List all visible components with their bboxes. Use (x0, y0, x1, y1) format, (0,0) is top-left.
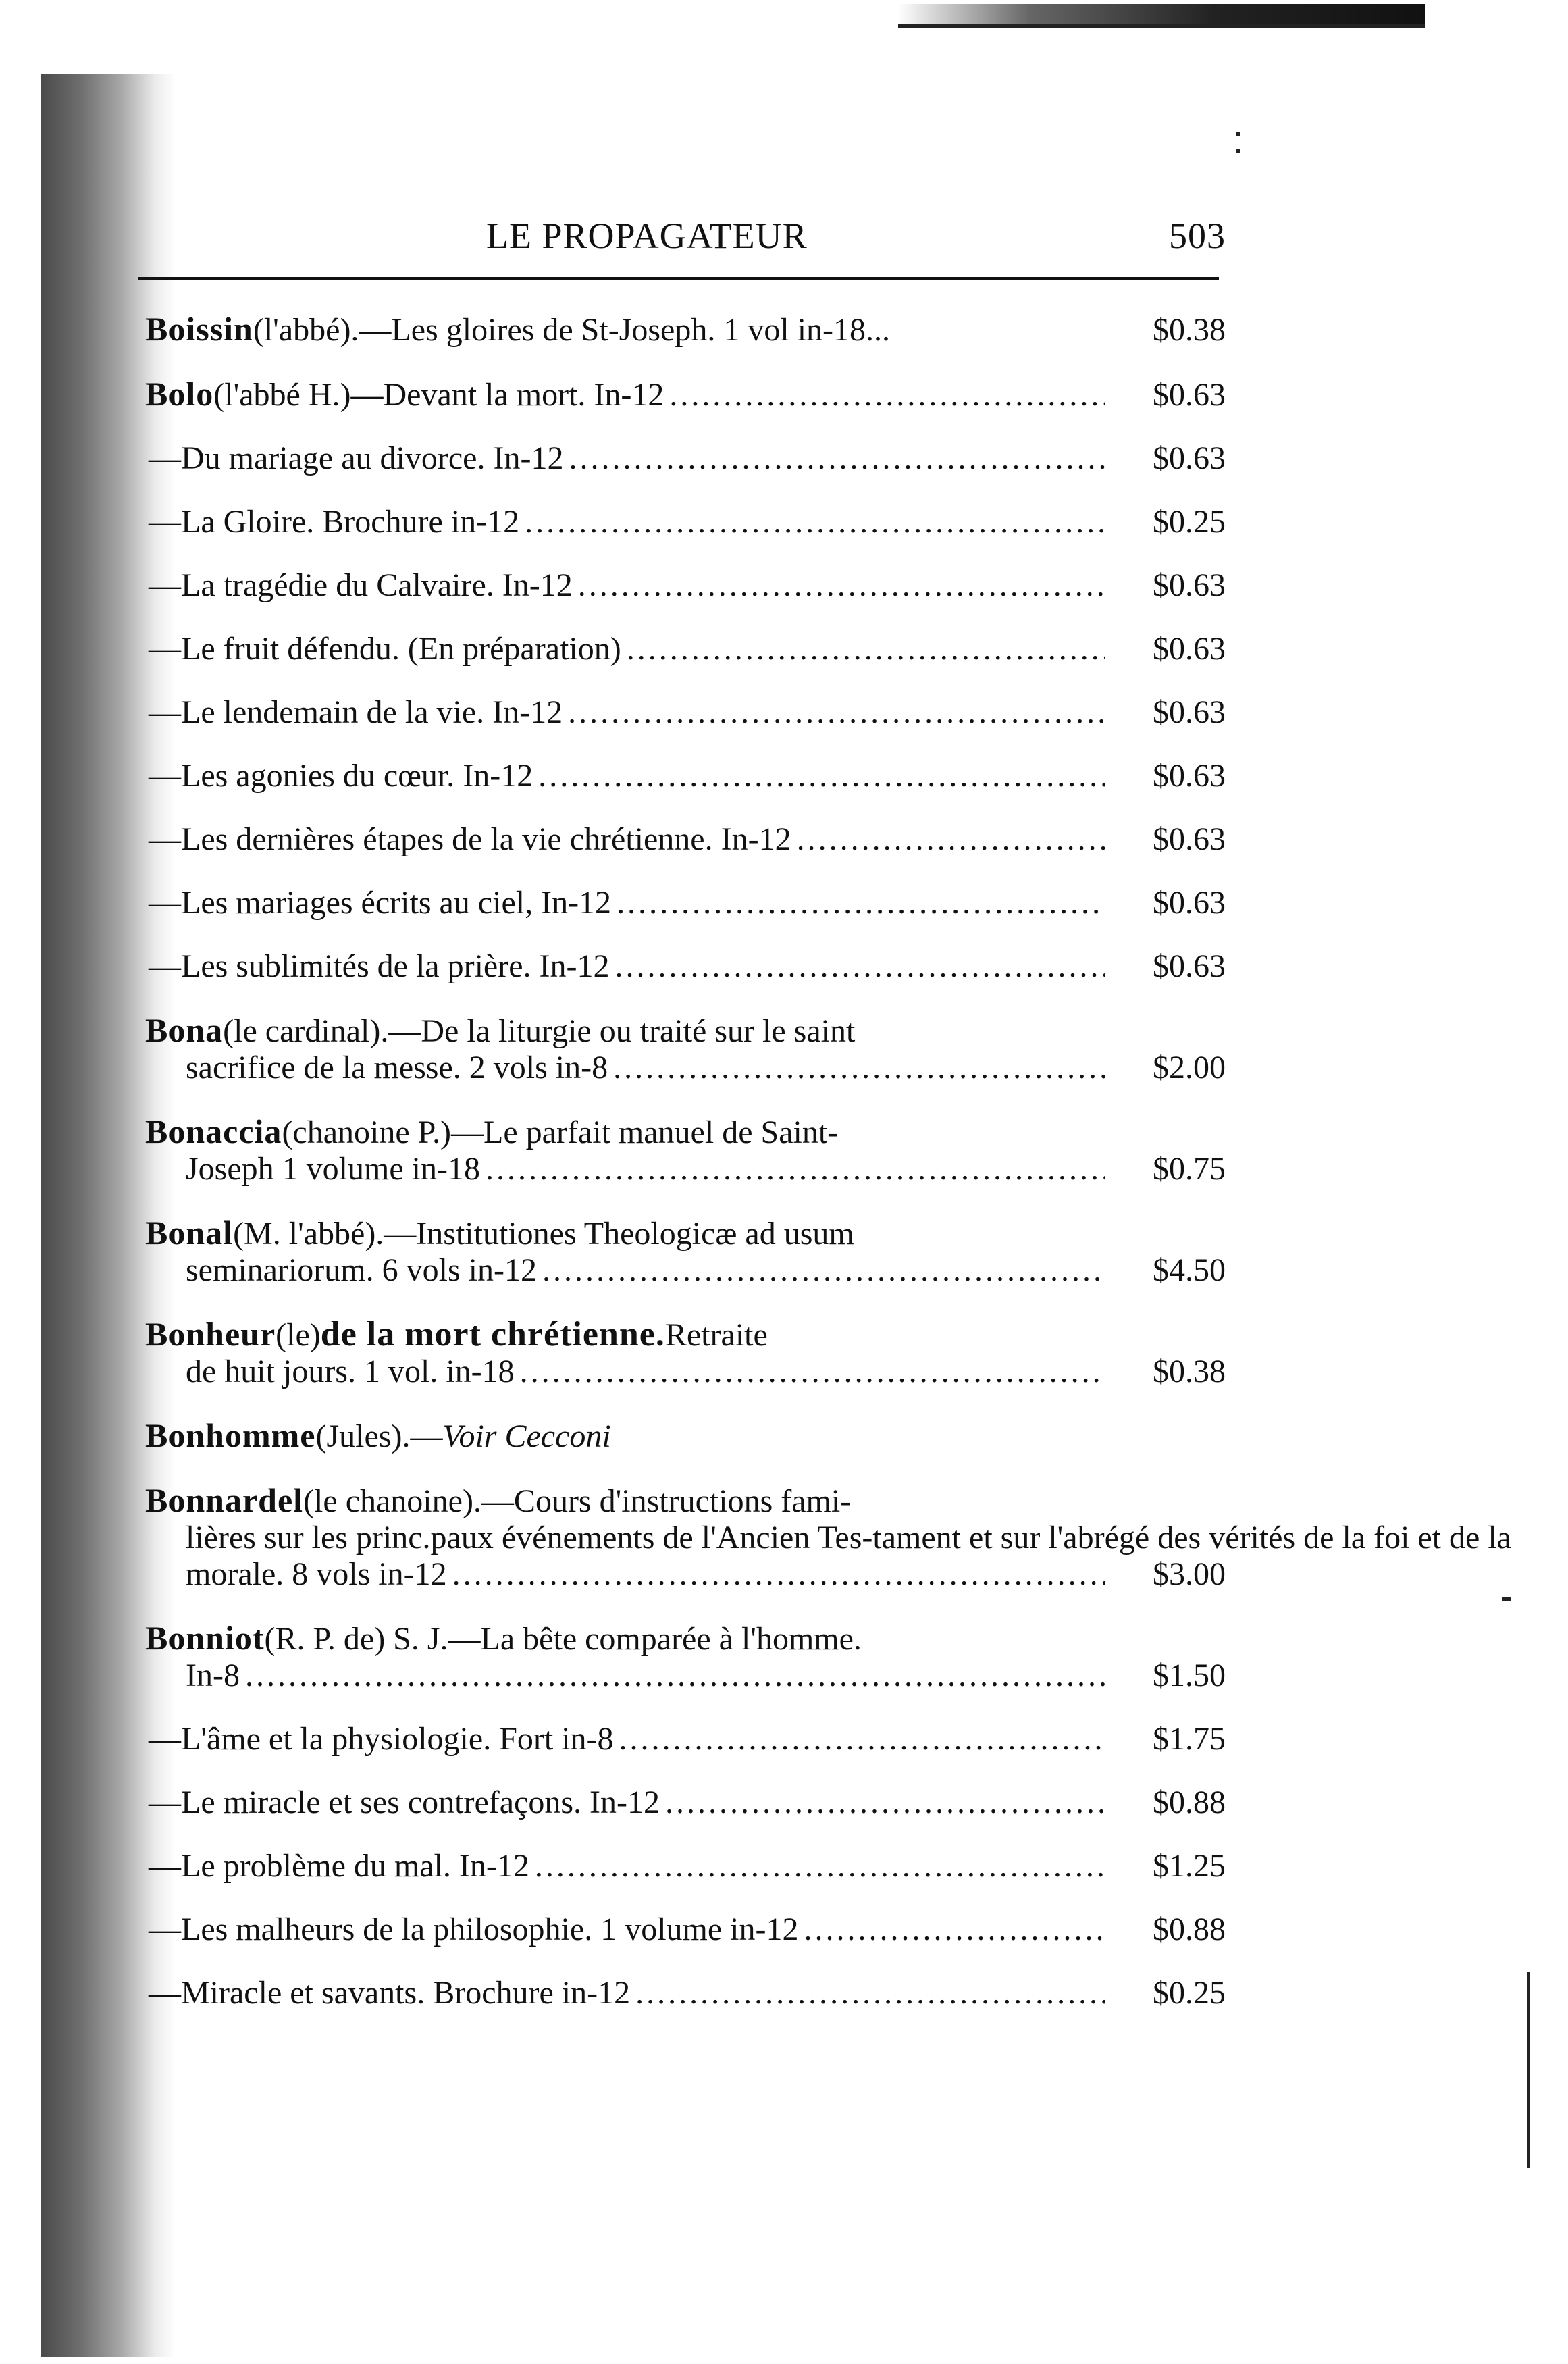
leader-dots (669, 377, 1105, 413)
entry-text: —Les malheurs de la philosophie. 1 volume in-12 (149, 1911, 799, 1947)
leader-dots (569, 440, 1105, 477)
entry-text: (l'abbé H.)—Devant la mort. In-12 (213, 377, 664, 413)
entry-text-cont: sacrifice de la messe. 2 vols in-8 (186, 1050, 608, 1085)
leader-dots (535, 1848, 1105, 1884)
price: $0.63 (1153, 885, 1226, 921)
leader-dots (452, 1556, 1105, 1593)
price: $0.63 (1153, 567, 1226, 603)
catalogue-entry (132, 311, 1226, 349)
leader-dots (797, 821, 1105, 858)
catalogue-entry (132, 1911, 1226, 1948)
book-page (132, 182, 1511, 2344)
catalogue-entry (132, 1113, 1226, 1187)
price: $0.88 (1153, 1784, 1226, 1820)
entry-text-cont: Joseph 1 volume in-18 (186, 1151, 480, 1187)
entry-text: —Du mariage au divorce. In-12 (149, 440, 564, 476)
author-name: Bonheur (145, 1315, 276, 1353)
entry-text-cont: seminariorum. 6 vols in-12 (186, 1252, 537, 1288)
leader-dots (542, 1252, 1105, 1289)
catalogue-entry (132, 1721, 1226, 1757)
running-title: LE PROPAGATEUR (486, 215, 808, 256)
entry-text: —La Gloire. Brochure in-12 (149, 504, 520, 540)
price: $0.38 (1153, 312, 1226, 348)
entry-text-cont: In-8 (186, 1658, 240, 1693)
catalogue-entry (132, 1214, 1226, 1289)
catalogue-entry (132, 1417, 1226, 1455)
price: $0.63 (1153, 631, 1226, 667)
page-number: 503 (1169, 215, 1226, 256)
entry-text: (le) (276, 1317, 321, 1353)
leader-dots (578, 567, 1105, 604)
catalogue-entry (132, 1848, 1226, 1884)
catalogue-entry (132, 1481, 1511, 1593)
author-name: Bonhomme (145, 1416, 316, 1454)
price: $1.75 (1153, 1721, 1226, 1757)
author-name: Bona (145, 1011, 224, 1049)
catalogue-entries (132, 310, 1511, 2038)
catalogue-entry (132, 1784, 1226, 1821)
price: $1.50 (1153, 1658, 1226, 1693)
author-name: Bolo (145, 375, 214, 413)
catalogue-entry (132, 885, 1226, 921)
leader-dots (615, 948, 1105, 985)
leader-dots (617, 885, 1105, 921)
leader-dots (627, 631, 1105, 667)
right-edge-line (1527, 1972, 1530, 2168)
entry-text: —Les agonies du cœur. In-12 (149, 758, 533, 794)
entry-text: —Miracle et savants. Brochure in-12 (149, 1975, 631, 2011)
catalogue-entry (132, 1620, 1226, 1694)
entry-text: —L'âme et la physiologie. Fort in-8 (149, 1721, 614, 1757)
leader-dots (538, 758, 1105, 794)
leader-dots (635, 1975, 1105, 2011)
edge-mark (1236, 132, 1240, 136)
price: $3.00 (1153, 1556, 1226, 1592)
entry-text: (le chanoine).—Cours d'instructions fami- (303, 1483, 852, 1519)
entry-text: —La tragédie du Calvaire. In-12 (149, 567, 573, 603)
catalogue-entry (132, 631, 1226, 667)
price: $0.63 (1153, 440, 1226, 476)
entry-text: (M. l'abbé).—Institutiones Theologicæ ad usum (233, 1216, 854, 1252)
catalogue-entry (132, 1975, 1226, 2011)
entry-text: —Les sublimités de la prière. In-12 (149, 948, 610, 984)
price: $0.63 (1153, 694, 1226, 730)
catalogue-entry (132, 1316, 1226, 1390)
leader-dots (520, 1354, 1105, 1390)
entry-text: —Le miracle et ses contrefaçons. In-12 (149, 1784, 660, 1820)
leader-dots (486, 1151, 1105, 1187)
entry-text-cont: morale. 8 vols in-12 (186, 1556, 447, 1592)
price: $2.00 (1153, 1050, 1226, 1085)
price: $1.25 (1153, 1848, 1226, 1884)
bold-title: de la mort chrétienne. (320, 1315, 665, 1354)
price: $0.38 (1153, 1354, 1226, 1389)
catalogue-entry (132, 376, 1226, 413)
price: $4.50 (1153, 1252, 1226, 1288)
price: $0.63 (1153, 821, 1226, 857)
author-name: Boissin (145, 310, 253, 348)
entry-text-cont: Retraite (664, 1317, 768, 1353)
catalogue-entry (132, 694, 1226, 731)
catalogue-entry (132, 567, 1226, 604)
catalogue-entry (132, 821, 1226, 858)
author-name: Bonniot (145, 1619, 265, 1657)
entry-text: —Les mariages écrits au ciel, In-12 (149, 885, 612, 921)
entry-text: —Les dernières étapes de la vie chrétienne. In-12 (149, 821, 791, 857)
entry-text-wrap: lières sur les princ.paux événements de l'Ancien Tes-tament et sur l'abrégé des vérités de la foi et de la (186, 1520, 1511, 1556)
leader-dots (665, 1784, 1105, 1821)
leader-dots (613, 1050, 1105, 1086)
author-name: Bonal (145, 1214, 234, 1252)
leader-dots (245, 1658, 1105, 1694)
edge-mark (1236, 149, 1240, 153)
edge-mark (1502, 1597, 1511, 1601)
entry-text: —Le problème du mal. In-12 (149, 1848, 529, 1884)
price: $0.88 (1153, 1911, 1226, 1947)
entry-text-cont: de huit jours. 1 vol. in-18 (186, 1354, 515, 1389)
catalogue-entry (132, 948, 1226, 985)
header-rule (138, 277, 1219, 280)
entry-text: (R. P. de) S. J.—La bête comparée à l'homme. (264, 1621, 862, 1657)
leader-dots (525, 504, 1105, 540)
entry-text: (chanoine P.)—Le parfait manuel de Saint- (282, 1114, 839, 1150)
price: $0.63 (1153, 948, 1226, 984)
price: $0.63 (1153, 758, 1226, 794)
entry-text: (l'abbé).—Les gloires de St-Joseph. 1 vol in-18... (253, 312, 891, 348)
author-name: Bonnardel (145, 1481, 304, 1519)
price: $0.75 (1153, 1151, 1226, 1187)
leader-dots (619, 1721, 1105, 1757)
entry-text: —Le lendemain de la vie. In-12 (149, 694, 563, 730)
top-edge-line (898, 24, 1425, 28)
price: $0.63 (1153, 377, 1226, 413)
catalogue-entry (132, 440, 1226, 477)
catalogue-entry (132, 1012, 1226, 1086)
entry-text: (Jules).— (315, 1418, 443, 1454)
running-header (132, 203, 1226, 270)
cross-reference: Voir Cecconi (442, 1418, 611, 1454)
price: $0.25 (1153, 504, 1226, 540)
catalogue-entry (132, 504, 1226, 540)
author-name: Bonaccia (145, 1112, 282, 1150)
leader-dots (804, 1911, 1105, 1948)
entry-text: (le cardinal).—De la liturgie ou traité sur le saint (223, 1013, 856, 1049)
entry-text: —Le fruit défendu. (En préparation) (149, 631, 621, 667)
price: $0.25 (1153, 1975, 1226, 2011)
catalogue-entry (132, 758, 1226, 794)
leader-dots (568, 694, 1105, 731)
